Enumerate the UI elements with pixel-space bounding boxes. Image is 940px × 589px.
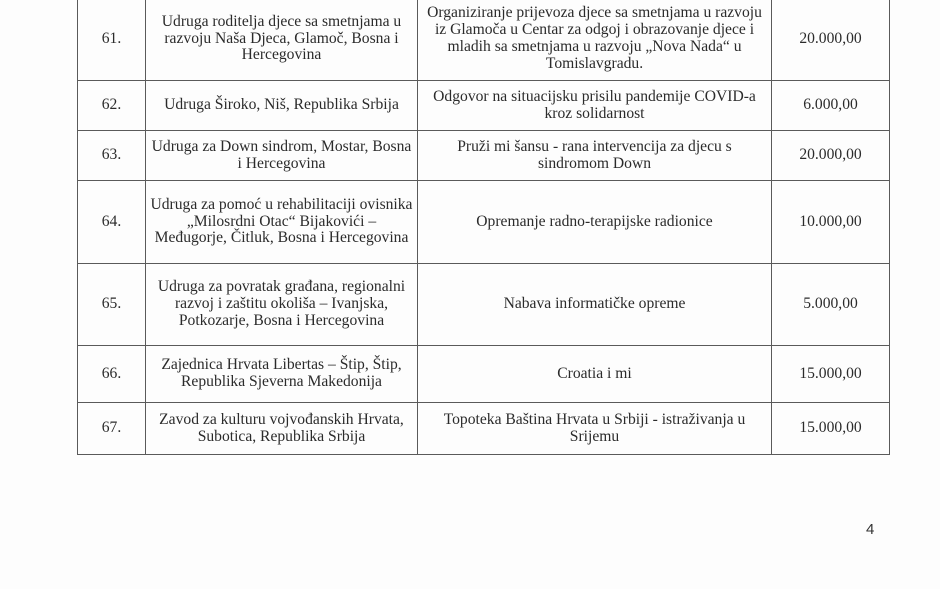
project-cell: Odgovor na situacijsku prisilu pandemije COVID-a kroz solidarnost [418,81,772,131]
row-number: 61. [78,0,146,81]
project-cell: Nabava informatičke opreme [418,264,772,346]
amount-cell: 15.000,00 [772,403,890,455]
row-number: 66. [78,346,146,403]
project-cell: Organiziranje prijevoza djece sa smetnjama u razvoju iz Glamoča u Centar za odgoj i obrazovanje djece i mladih sa smetnjama u razvoju „Nova Nada“ u Tomislavgradu. [418,0,772,81]
organization-cell: Zajednica Hrvata Libertas – Štip, Štip, Republika Sjeverna Makedonija [146,346,418,403]
table-row [78,403,890,455]
table-row [78,81,890,131]
table-row [78,346,890,403]
table-row [78,131,890,181]
amount-cell: 6.000,00 [772,81,890,131]
amount-cell: 5.000,00 [772,264,890,346]
grants-table [77,0,890,455]
page-number: 4 [866,521,875,538]
organization-cell: Udruga za Down sindrom, Mostar, Bosna i Hercegovina [146,131,418,181]
organization-cell: Udruga za pomoć u rehabilitaciji ovisnika „Milosrdni Otac“ Bijakovići – Međugorje, Čitluk, Bosna i Hercegovina [146,181,418,264]
project-cell: Opremanje radno-terapijske radionice [418,181,772,264]
amount-cell: 20.000,00 [772,131,890,181]
row-number: 65. [78,264,146,346]
table-row [78,181,890,264]
organization-cell: Udruga za povratak građana, regionalni razvoj i zaštitu okoliša – Ivanjska, Potkozarje, Bosna i Hercegovina [146,264,418,346]
amount-cell: 15.000,00 [772,346,890,403]
organization-cell: Udruga Široko, Niš, Republika Srbija [146,81,418,131]
organization-cell: Zavod za kulturu vojvođanskih Hrvata, Subotica, Republika Srbija [146,403,418,455]
row-number: 64. [78,181,146,264]
project-cell: Topoteka Baština Hrvata u Srbiji - istraživanja u Srijemu [418,403,772,455]
amount-cell: 10.000,00 [772,181,890,264]
row-number: 63. [78,131,146,181]
project-cell: Croatia i mi [418,346,772,403]
amount-cell: 20.000,00 [772,0,890,81]
table-row [78,0,890,81]
row-number: 62. [78,81,146,131]
project-cell: Pruži mi šansu - rana intervencija za djecu s sindromom Down [418,131,772,181]
row-number: 67. [78,403,146,455]
organization-cell: Udruga roditelja djece sa smetnjama u razvoju Naša Djeca, Glamoč, Bosna i Hercegovina [146,0,418,81]
table-row [78,264,890,346]
